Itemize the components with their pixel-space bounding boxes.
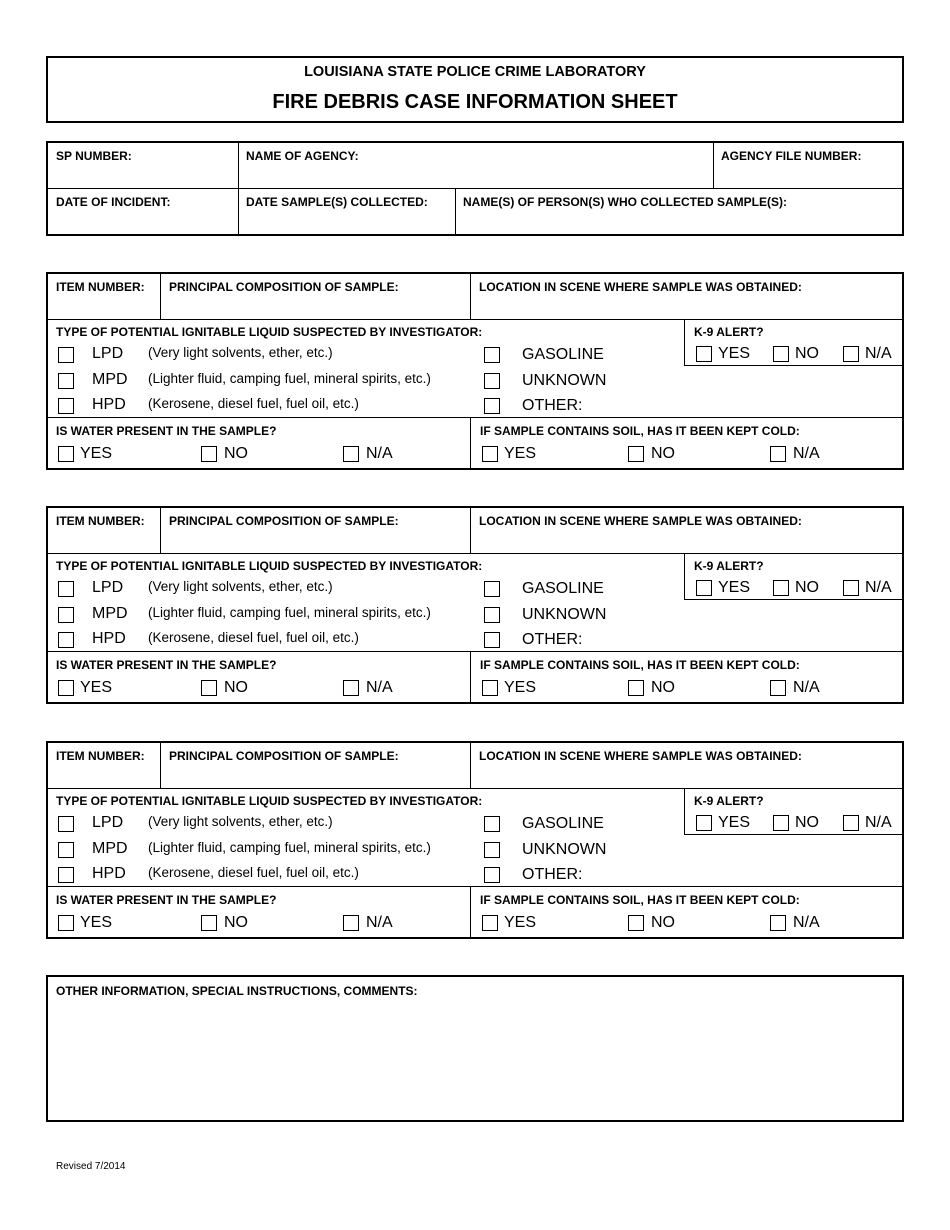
soil-na-checkbox[interactable] [770, 446, 786, 462]
liquid-type-label: TYPE OF POTENTIAL IGNITABLE LIQUID SUSPECTED BY INVESTIGATOR: [56, 794, 483, 808]
hpd-checkbox[interactable] [58, 398, 74, 414]
sp-number-field[interactable] [48, 143, 238, 188]
item-number-field[interactable] [48, 743, 160, 788]
water-label: IS WATER PRESENT IN THE SAMPLE? [56, 424, 277, 438]
gasoline-checkbox[interactable] [484, 581, 500, 597]
water-no-label: NO [224, 679, 248, 696]
composition-label: PRINCIPAL COMPOSITION OF SAMPLE: [169, 514, 399, 528]
case-info-box [46, 141, 904, 236]
soil-na-checkbox[interactable] [770, 915, 786, 931]
other-label: OTHER: [522, 631, 583, 648]
location-label: LOCATION IN SCENE WHERE SAMPLE WAS OBTAINED: [479, 280, 802, 294]
soil-na-label: N/A [793, 445, 820, 462]
soil-label: IF SAMPLE CONTAINS SOIL, HAS IT BEEN KEPT COLD: [480, 658, 800, 672]
gasoline-label: GASOLINE [522, 815, 604, 832]
mpd-description: (Lighter fluid, camping fuel, mineral spirits, etc.) [148, 840, 431, 855]
soil-no-checkbox[interactable] [628, 680, 644, 696]
k9-yes-checkbox[interactable] [696, 815, 712, 831]
header-box [46, 56, 904, 123]
other-label: OTHER: [522, 397, 583, 414]
unknown-checkbox[interactable] [484, 373, 500, 389]
hpd-checkbox[interactable] [58, 632, 74, 648]
unknown-label: UNKNOWN [522, 372, 607, 389]
gasoline-checkbox[interactable] [484, 347, 500, 363]
item-number-label: ITEM NUMBER: [56, 280, 145, 294]
k9-no-checkbox[interactable] [773, 346, 789, 362]
k9-na-checkbox[interactable] [843, 815, 859, 831]
soil-label: IF SAMPLE CONTAINS SOIL, HAS IT BEEN KEPT COLD: [480, 424, 800, 438]
hpd-description: (Kerosene, diesel fuel, fuel oil, etc.) [148, 865, 359, 880]
water-na-checkbox[interactable] [343, 915, 359, 931]
k9-yes-label: YES [718, 345, 751, 362]
lpd-label: LPD [92, 345, 124, 362]
k9-no-label: NO [795, 345, 819, 362]
gasoline-label: GASOLINE [522, 580, 604, 597]
k9-yes-label: YES [718, 579, 751, 596]
item-number-field[interactable] [48, 508, 160, 553]
date-collected-label: DATE SAMPLE(S) COLLECTED: [246, 195, 428, 209]
soil-yes-checkbox[interactable] [482, 680, 498, 696]
water-yes-checkbox[interactable] [58, 915, 74, 931]
water-label: IS WATER PRESENT IN THE SAMPLE? [56, 893, 277, 907]
soil-no-label: NO [651, 679, 675, 696]
item-number-label: ITEM NUMBER: [56, 514, 145, 528]
soil-yes-label: YES [504, 679, 537, 696]
k9-yes-checkbox[interactable] [696, 580, 712, 596]
soil-yes-label: YES [504, 914, 537, 931]
composition-field[interactable] [161, 274, 470, 319]
collector-names-field[interactable] [456, 189, 904, 236]
soil-na-label: N/A [793, 679, 820, 696]
other-checkbox[interactable] [484, 398, 500, 414]
other-label: OTHER: [522, 866, 583, 883]
mpd-label: MPD [92, 840, 128, 857]
hpd-description: (Kerosene, diesel fuel, fuel oil, etc.) [148, 396, 359, 411]
hpd-description: (Kerosene, diesel fuel, fuel oil, etc.) [148, 630, 359, 645]
composition-field[interactable] [161, 743, 470, 788]
k9-na-label: N/A [865, 579, 892, 596]
gasoline-checkbox[interactable] [484, 816, 500, 832]
location-field[interactable] [471, 508, 904, 553]
unknown-label: UNKNOWN [522, 841, 607, 858]
location-field[interactable] [471, 274, 904, 319]
water-na-label: N/A [366, 914, 393, 931]
unknown-label: UNKNOWN [522, 606, 607, 623]
water-yes-label: YES [80, 914, 113, 931]
lpd-checkbox[interactable] [58, 347, 74, 363]
mpd-description: (Lighter fluid, camping fuel, mineral spirits, etc.) [148, 605, 431, 620]
k9-na-checkbox[interactable] [843, 346, 859, 362]
org-name: LOUISIANA STATE POLICE CRIME LABORATORY [304, 64, 646, 80]
lpd-description: (Very light solvents, ether, etc.) [148, 814, 333, 829]
water-na-label: N/A [366, 445, 393, 462]
soil-no-label: NO [651, 445, 675, 462]
revision-date: Revised 7/2014 [56, 1161, 126, 1172]
agency-file-number-field[interactable] [714, 143, 904, 188]
liquid-type-label: TYPE OF POTENTIAL IGNITABLE LIQUID SUSPECTED BY INVESTIGATOR: [56, 325, 483, 339]
page-title: FIRE DEBRIS CASE INFORMATION SHEET [272, 91, 678, 113]
k9-alert-label: K-9 ALERT? [694, 325, 764, 339]
mpd-description: (Lighter fluid, camping fuel, mineral spirits, etc.) [148, 371, 431, 386]
lpd-description: (Very light solvents, ether, etc.) [148, 579, 333, 594]
date-of-incident-label: DATE OF INCIDENT: [56, 195, 171, 209]
hpd-label: HPD [92, 396, 126, 413]
hpd-checkbox[interactable] [58, 867, 74, 883]
water-na-label: N/A [366, 679, 393, 696]
soil-yes-checkbox[interactable] [482, 915, 498, 931]
date-of-incident-field[interactable] [48, 189, 238, 236]
water-no-label: NO [224, 445, 248, 462]
lpd-label: LPD [92, 579, 124, 596]
k9-na-label: N/A [865, 814, 892, 831]
collector-names-label: NAME(S) OF PERSON(S) WHO COLLECTED SAMPLE(S): [463, 195, 787, 209]
mpd-label: MPD [92, 605, 128, 622]
water-no-checkbox[interactable] [201, 446, 217, 462]
k9-yes-label: YES [718, 814, 751, 831]
k9-no-checkbox[interactable] [773, 580, 789, 596]
location-label: LOCATION IN SCENE WHERE SAMPLE WAS OBTAINED: [479, 749, 802, 763]
mpd-label: MPD [92, 371, 128, 388]
agency-name-label: NAME OF AGENCY: [246, 149, 359, 163]
composition-field[interactable] [161, 508, 470, 553]
composition-label: PRINCIPAL COMPOSITION OF SAMPLE: [169, 749, 399, 763]
item-number-field[interactable] [48, 274, 160, 319]
gasoline-label: GASOLINE [522, 346, 604, 363]
soil-na-label: N/A [793, 914, 820, 931]
k9-no-checkbox[interactable] [773, 815, 789, 831]
water-yes-checkbox[interactable] [58, 680, 74, 696]
water-na-checkbox[interactable] [343, 446, 359, 462]
soil-label: IF SAMPLE CONTAINS SOIL, HAS IT BEEN KEPT COLD: [480, 893, 800, 907]
mpd-checkbox[interactable] [58, 607, 74, 623]
sample-block-1 [46, 272, 904, 470]
other-checkbox[interactable] [484, 632, 500, 648]
lpd-label: LPD [92, 814, 124, 831]
location-label: LOCATION IN SCENE WHERE SAMPLE WAS OBTAINED: [479, 514, 802, 528]
sample-block-3 [46, 741, 904, 939]
water-no-checkbox[interactable] [201, 915, 217, 931]
water-yes-label: YES [80, 445, 113, 462]
soil-yes-label: YES [504, 445, 537, 462]
k9-no-label: NO [795, 814, 819, 831]
composition-label: PRINCIPAL COMPOSITION OF SAMPLE: [169, 280, 399, 294]
water-na-checkbox[interactable] [343, 680, 359, 696]
comments-box[interactable] [46, 975, 904, 1122]
k9-alert-label: K-9 ALERT? [694, 559, 764, 573]
hpd-label: HPD [92, 630, 126, 647]
k9-yes-checkbox[interactable] [696, 346, 712, 362]
water-no-checkbox[interactable] [201, 680, 217, 696]
water-yes-checkbox[interactable] [58, 446, 74, 462]
soil-na-checkbox[interactable] [770, 680, 786, 696]
agency-name-field[interactable] [239, 143, 713, 188]
sample-block-2 [46, 506, 904, 704]
hpd-label: HPD [92, 865, 126, 882]
k9-na-checkbox[interactable] [843, 580, 859, 596]
k9-na-label: N/A [865, 345, 892, 362]
mpd-checkbox[interactable] [58, 373, 74, 389]
soil-no-checkbox[interactable] [628, 446, 644, 462]
water-yes-label: YES [80, 679, 113, 696]
soil-yes-checkbox[interactable] [482, 446, 498, 462]
comments-label: OTHER INFORMATION, SPECIAL INSTRUCTIONS, COMMENTS: [56, 984, 418, 998]
other-checkbox[interactable] [484, 867, 500, 883]
mpd-checkbox[interactable] [58, 842, 74, 858]
lpd-description: (Very light solvents, ether, etc.) [148, 345, 333, 360]
lpd-checkbox[interactable] [58, 816, 74, 832]
liquid-type-label: TYPE OF POTENTIAL IGNITABLE LIQUID SUSPECTED BY INVESTIGATOR: [56, 559, 483, 573]
soil-no-checkbox[interactable] [628, 915, 644, 931]
water-label: IS WATER PRESENT IN THE SAMPLE? [56, 658, 277, 672]
water-no-label: NO [224, 914, 248, 931]
unknown-checkbox[interactable] [484, 607, 500, 623]
unknown-checkbox[interactable] [484, 842, 500, 858]
date-collected-field[interactable] [239, 189, 455, 236]
location-field[interactable] [471, 743, 904, 788]
k9-alert-label: K-9 ALERT? [694, 794, 764, 808]
item-number-label: ITEM NUMBER: [56, 749, 145, 763]
k9-no-label: NO [795, 579, 819, 596]
lpd-checkbox[interactable] [58, 581, 74, 597]
agency-file-number-label: AGENCY FILE NUMBER: [721, 149, 862, 163]
sp-number-label: SP NUMBER: [56, 149, 132, 163]
soil-no-label: NO [651, 914, 675, 931]
